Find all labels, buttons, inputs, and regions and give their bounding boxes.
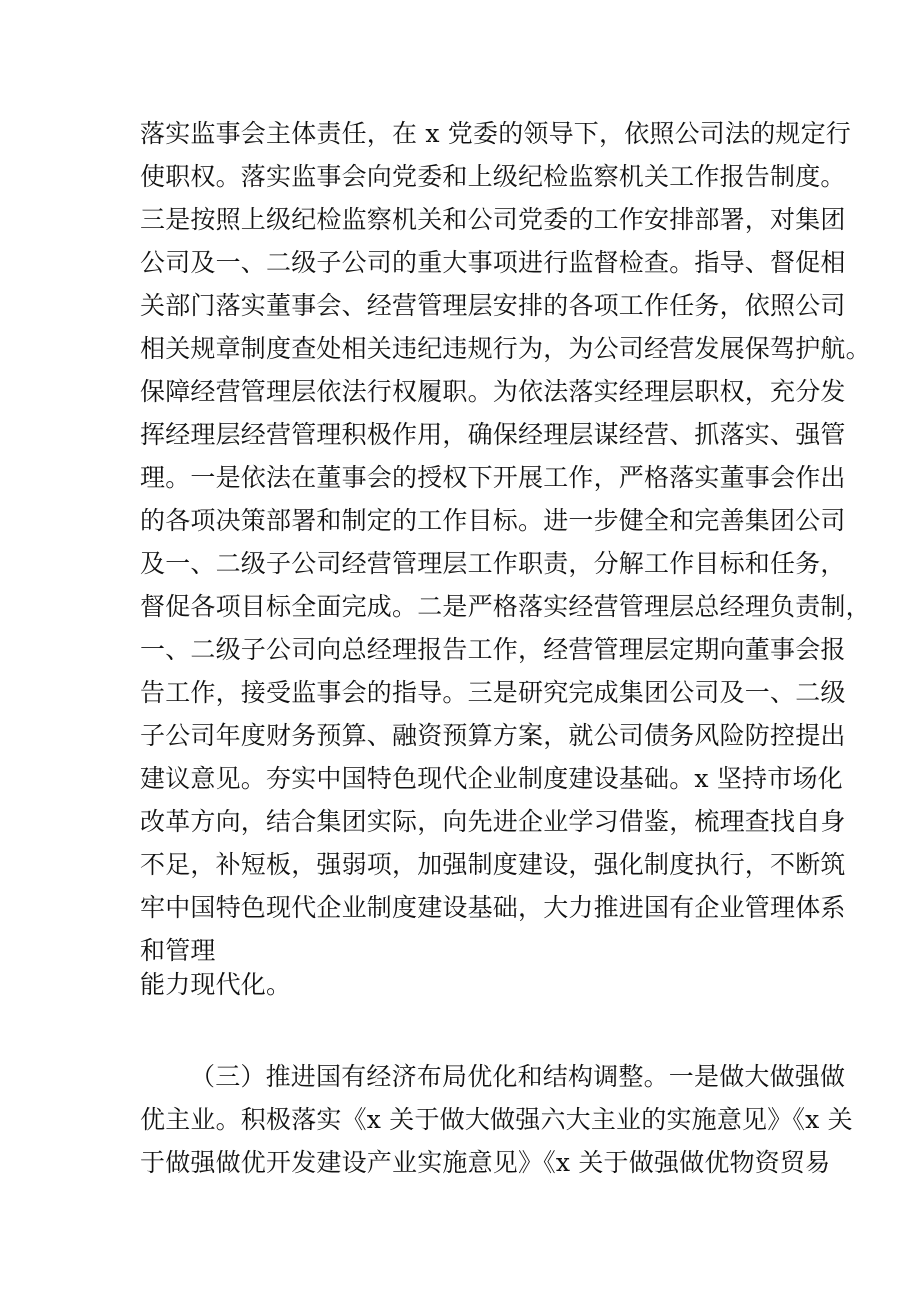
text-line: 于做强做优开发建设产业实施意见》《x 关于做强做优物资贸易 [140,1148,831,1177]
text-line: 牢中国特色现代企业制度建设基础，大力推进国有企业管理体系 [140,893,846,922]
section-heading-line: （三）推进国有经济布局优化和结构调整。一是做大做强做 [190,1062,846,1091]
text-line: 告工作，接受监事会的指导。三是研究完成集团公司及一、二级 [140,678,846,707]
text-line: 建议意见。夯实中国特色现代企业制度建设基础。x 坚持市场化 [140,764,843,793]
text-line: 挥经理层经营管理积极作用，确保经理层谋经营、抓落实、强管 [140,420,846,449]
text-line: 优主业。积极落实《x 关于做大做强六大主业的实施意见》《x 关 [140,1105,853,1134]
text-line: 改革方向，结合集团实际，向先进企业学习借鉴，梳理查找自身 [140,807,846,836]
text-line: 和管理 [140,936,216,965]
text-line: 三是按照上级纪检监察机关和公司党委的工作安排部署，对集团 [140,205,846,234]
text-line: 理。一是依法在董事会的授权下开展工作，严格落实董事会作出 [140,463,846,492]
text-line: 能力现代化。 [140,970,292,999]
text-line: 关部门落实董事会、经营管理层安排的各项工作任务，依照公司 [140,291,846,320]
text-line: 公司及一、二级子公司的重大事项进行监督检查。指导、督促相 [140,248,846,277]
text-line: 相关规章制度查处相关违纪违规行为，为公司经营发展保驾护航。 [140,334,871,363]
text-line: 一、二级子公司向总经理报告工作，经营管理层定期向董事会报 [140,635,846,664]
text-line: 落实监事会主体责任，在 x 党委的领导下，依照公司法的规定行 [140,119,851,148]
text-line: 督促各项目标全面完成。二是严格落实经营管理层总经理负责制， [140,592,871,621]
text-line: 保障经营管理层依法行权履职。为依法落实经理层职权，充分发 [140,377,846,406]
text-line: 子公司年度财务预算、融资预算方案，就公司债务风险防控提出 [140,721,846,750]
text-line: 及一、二级子公司经营管理层工作职责，分解工作目标和任务， [140,549,846,578]
text-line: 的各项决策部署和制定的工作目标。进一步健全和完善集团公司 [140,506,846,535]
text-line: 使职权。落实监事会向党委和上级纪检监察机关工作报告制度。 [140,162,846,191]
text-line: 不足，补短板，强弱项，加强制度建设，强化制度执行，不断筑 [140,850,846,879]
